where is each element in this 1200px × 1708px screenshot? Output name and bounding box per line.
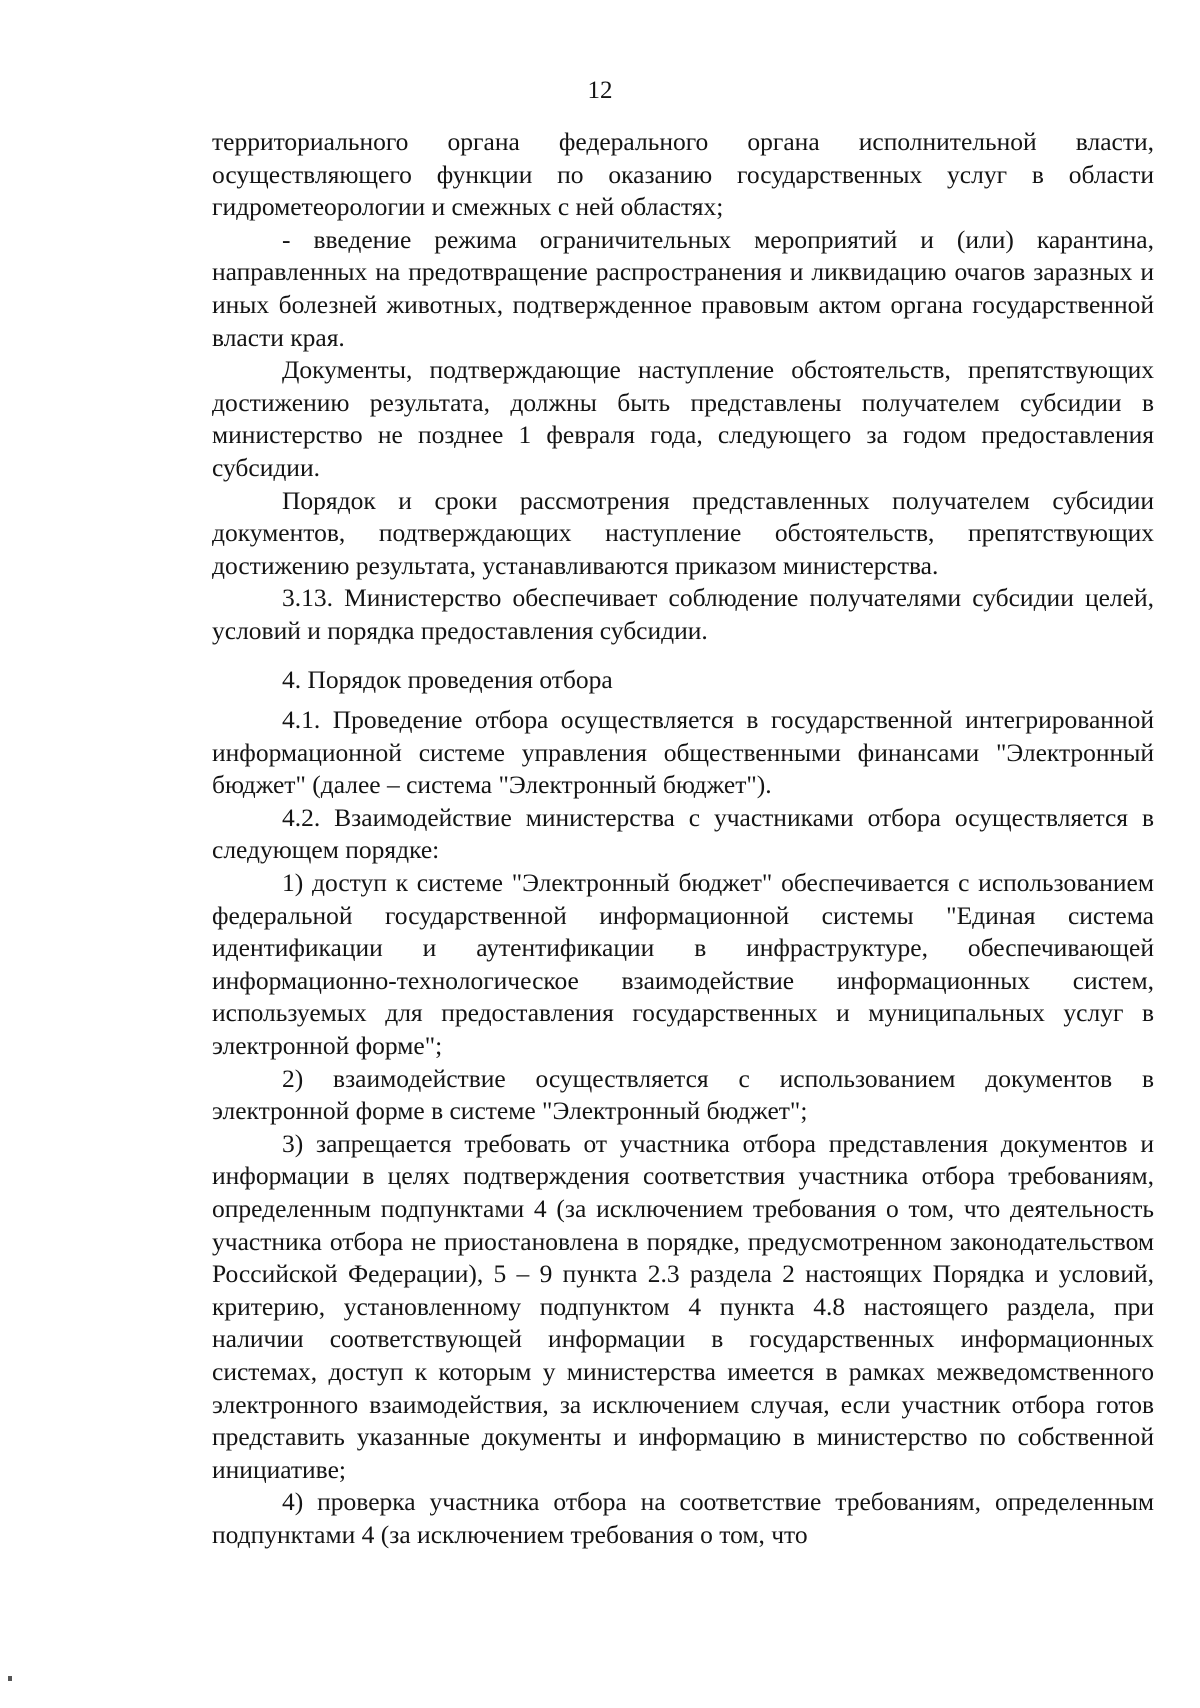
scan-mark	[8, 1676, 12, 1681]
list-item-3: 3) запрещается требовать от участника отбора представления документов и информации в целях подтверждения соответствия участника отбора требованиям, определенным подпунктами 4 (за исключением требования о том, что деятельность участника отбора не приостановлена в порядке, предусмотренном законодательством Российской Федерации), 5 – 9 пункта 2.3 раздела 2 настоящих Порядка и условий, критерию, установленному подпунктом 4 пункта 4.8 настоящего раздела, при наличии соответствующей информации в государственных информационных системах, доступ к которым у министерства имеется в рамках межведомственного электронного взаимодействия, за исключением случая, если участник отбора готов представить указанные документы и информацию в министерство по собственной инициативе;	[212, 1128, 1154, 1484]
list-item-1: 1) доступ к системе "Электронный бюджет" обеспечивается с использованием федеральной государственной информационной системы "Единая система идентификации и аутентификации в инфраструктуре, обеспечивающей информационно-технологическое взаимодействие информационных систем, используемых для предоставления государственных и муниципальных услуг в электронной форме";	[212, 868, 1154, 1061]
paragraph-3-13: 3.13. Министерство обеспечивает соблюдение получателями субсидии целей, условий и порядка предоставления субсидии.	[212, 583, 1154, 645]
paragraph-continuation: территориального органа федерального органа исполнительной власти, осуществляющего функции по оказанию государственных услуг в области гидрометеорологии и смежных с ней областях;	[212, 127, 1154, 222]
section-heading: 4. Порядок проведения отбора	[282, 664, 613, 694]
paragraph-documents: Документы, подтверждающие наступление обстоятельств, препятствующих достижению результата, должны быть представлены получателем субсидии в министерство не позднее 1 февраля года, следующего за годом предоставления субсидии.	[212, 355, 1154, 482]
list-item-2: 2) взаимодействие осуществляется с использованием документов в электронной форме в системе "Электронный бюджет";	[212, 1063, 1154, 1126]
page-number: 12	[587, 77, 613, 104]
paragraph-review-procedure: Порядок и сроки рассмотрения представленных получателем субсидии документов, подтверждающих наступление обстоятельств, препятствующих достижению результата, устанавливаются приказом министерства.	[212, 485, 1154, 580]
paragraph-quarantine: - введение режима ограничительных мероприятий и (или) карантина, направленных на предотвращение распространения и ликвидацию очагов заразных и иных болезней животных, подтвержденное правовым актом органа государственной власти края.	[212, 224, 1154, 352]
document-body	[212, 126, 1154, 1552]
list-item-4: 4) проверка участника отбора на соответствие требованиям, определенным подпунктами 4 (за исключением требования о том, что	[212, 1487, 1154, 1549]
paragraph-4-2: 4.2. Взаимодействие министерства с участниками отбора осуществляется в следующем порядке:	[212, 802, 1154, 865]
paragraph-4-1: 4.1. Проведение отбора осуществляется в государственной интегрированной информационной системе управления общественными финансами "Электронный бюджет" (далее – система "Электронный бюджет").	[212, 705, 1154, 800]
